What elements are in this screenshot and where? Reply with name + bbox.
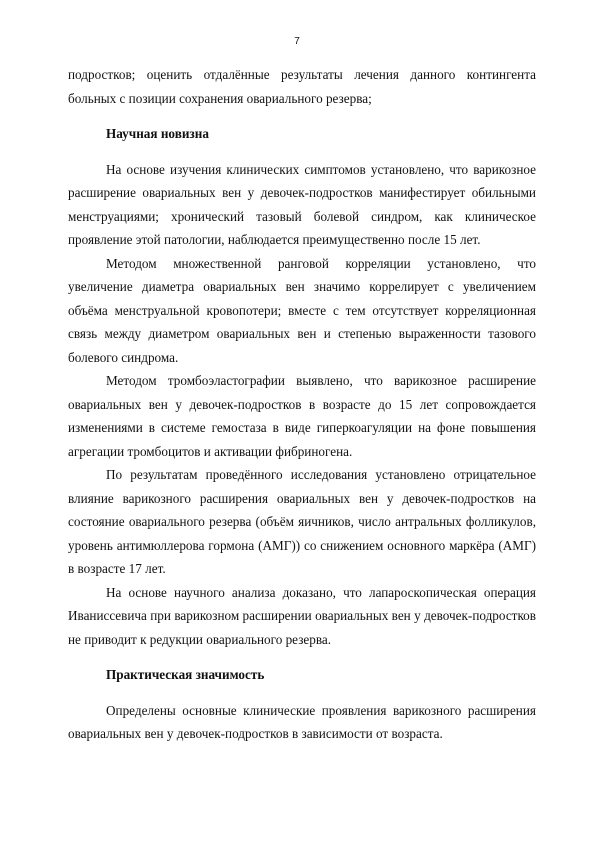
heading-scientific-novelty: Научная новизна <box>106 126 209 141</box>
paragraph-ovarian-reserve: По результатам проведённого исследования установлено отрицательное влияние варикозного расширения овариальных вен у девочек-подростков на состояние овариального резерва (объём яичников, число антральных фолликулов, уровень антимюллерова гормона (АМГ)) со снижением основного маркёра (АМГ) в возрасте 17 лет. <box>68 467 536 576</box>
paragraph-clinical-manifestations: Определены основные клинические проявления варикозного расширения овариальных вен у девочек-подростков в зависимости от возраста. <box>68 702 536 741</box>
document-body <box>68 63 536 746</box>
paragraph-continuation: подростков; оценить отдалённые результаты лечения данного контингента больных с позиции сохранения овариального резерва; <box>68 67 536 106</box>
paragraph-thromboelastography: Методом тромбоэластографии выявлено, что варикозное расширение овариальных вен у девочек-подростков в возрасте до 15 лет сопровождается изменениями в системе гемостаза в виде гиперкоагуляции на фоне повышения агрегации тромбоцитов и активации фибриногена. <box>68 373 536 459</box>
paragraph-rank-correlation: Методом множественной ранговой корреляции установлено, что увеличение диаметра овариальных вен значимо коррелирует с увеличением объёма менструальной кровопотери; вместе с тем отсутствует корреляционная связь между диаметром овариальных вен и степенью выраженности тазового болевого синдрома. <box>68 255 536 365</box>
page-number: 7 <box>294 36 300 47</box>
heading-practical-significance: Практическая значимость <box>106 667 265 682</box>
paragraph-clinical-symptoms: На основе изучения клинических симптомов установлено, что варикозное расширение овариальных вен у девочек-подростков манифестирует обильными менструациями; хронический тазовый болевой синдром, как клиническое проявление этой патологии, наблюдается преимущественно после 15 лет. <box>68 161 536 247</box>
paragraph-laparoscopic-operation: На основе научного анализа доказано, что лапароскопическая операция Иванисcевича при варикозном расширении овариальных вен у девочек-подростков не приводит к редукции овариального резерва. <box>68 584 536 647</box>
